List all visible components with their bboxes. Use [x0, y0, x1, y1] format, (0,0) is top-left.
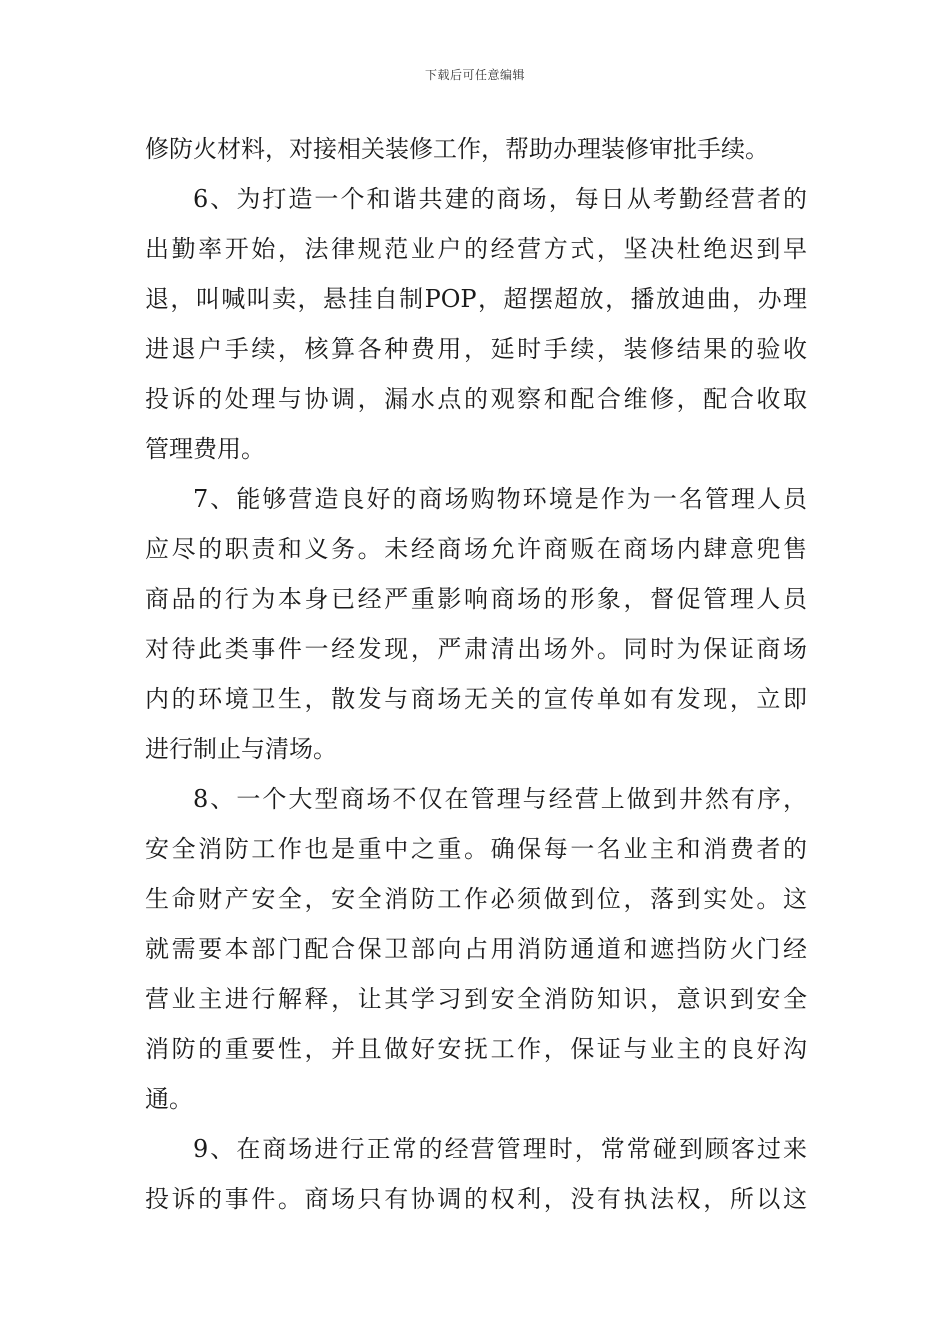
- text-line: 营业主进行解释，让其学习到安全消防知识，意识到安全: [145, 985, 807, 1013]
- page-header-note: 下载后可任意编辑: [424, 68, 525, 82]
- paragraph-7-start: 7、能够营造良好的商场购物环境是作为一名管理人员: [193, 485, 807, 513]
- text-line: 退，叫喊叫卖，悬挂自制POP，超摆超放，播放迪曲，办理: [145, 285, 807, 313]
- text-line: 就需要本部门配合保卫部向占用消防通道和遮挡防火门经: [145, 935, 807, 963]
- text-line: 投诉的处理与协调，漏水点的观察和配合维修，配合收取: [145, 385, 807, 413]
- text-line: 通。: [145, 1085, 193, 1113]
- text-line: 进退户手续，核算各种费用，延时手续，装修结果的验收: [145, 335, 807, 363]
- paragraph-6-start: 6、为打造一个和谐共建的商场，每日从考勤经营者的: [193, 185, 807, 213]
- paragraph-9-start: 9、在商场进行正常的经营管理时，常常碰到顾客过来: [193, 1135, 807, 1163]
- text-line: 消防的重要性，并且做好安抚工作，保证与业主的良好沟: [145, 1035, 807, 1063]
- text-line: 安全消防工作也是重中之重。确保每一名业主和消费者的: [145, 835, 807, 863]
- text-line: 商品的行为本身已经严重影响商场的形象，督促管理人员: [145, 585, 807, 613]
- text-line: 生命财产安全，安全消防工作必须做到位，落到实处。这: [145, 885, 807, 913]
- document-body: [145, 124, 807, 1224]
- text-line: 进行制止与清场。: [145, 735, 337, 763]
- text-line: 投诉的事件。商场只有协调的权利，没有执法权，所以这: [145, 1185, 807, 1213]
- text-line: 管理费用。: [145, 435, 265, 463]
- text-line: 内的环境卫生，散发与商场无关的宣传单如有发现，立即: [145, 685, 807, 713]
- text-line: 出勤率开始，法律规范业户的经营方式，坚决杜绝迟到早: [145, 235, 807, 263]
- text-line: 对待此类事件一经发现，严肃清出场外。同时为保证商场: [145, 635, 807, 663]
- paragraph-8-start: 8、一个大型商场不仅在管理与经营上做到井然有序，: [193, 785, 807, 813]
- text-line: 修防火材料，对接相关装修工作，帮助办理装修审批手续。: [145, 135, 769, 163]
- text-line: 应尽的职责和义务。未经商场允许商贩在商场内肆意兜售: [145, 535, 807, 563]
